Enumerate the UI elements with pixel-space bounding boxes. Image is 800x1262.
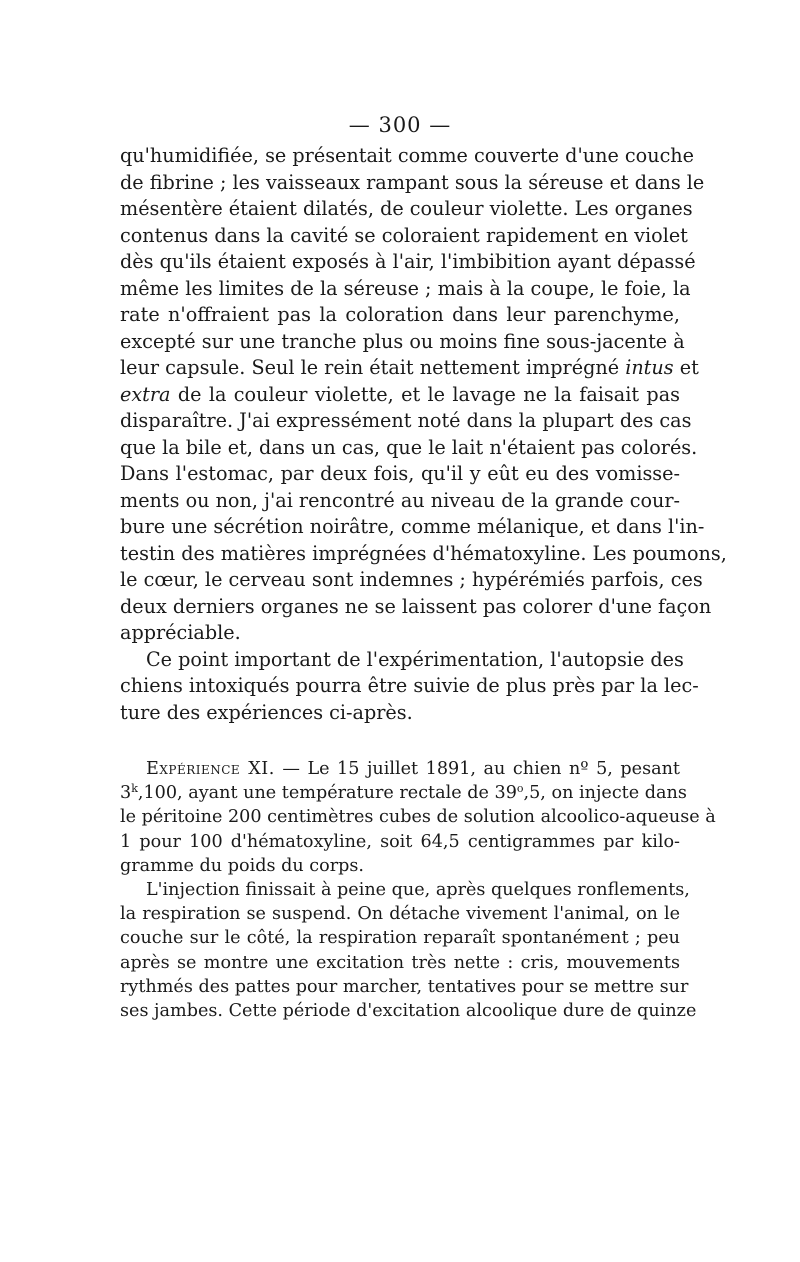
text-line: rythmés des pattes pour marcher, tentatives pour se mettre sur	[120, 976, 689, 997]
text-line: couche sur le côté, la respiration reparaît spontanément ; peu	[120, 928, 680, 949]
experiment-heading: Expérience XI.	[146, 759, 275, 779]
text-line: Dans l'estomac, par deux fois, qu'il y eût eu des vomisse-	[120, 462, 680, 485]
text-line: que la bile et, dans un cas, que le lait n'étaient pas colorés.	[120, 435, 698, 459]
main-text	[120, 143, 727, 726]
text-line: appréciable.	[120, 621, 241, 644]
text-line: de fibrine ; les vaisseaux rampant sous la séreuse et dans le	[120, 170, 705, 194]
text-line: qu'humidifiée, se présentait comme couverte d'une couche	[120, 144, 695, 167]
text-line: 3$^k$,100, ayant une température rectale de 39$^o$,5, on injecte dans	[120, 782, 687, 804]
text-line: leur capsule. Seul le rein était nettement imprégné intus et	[120, 356, 699, 379]
text-line: testin des matières imprégnées d'hématoxyline. Les poumons,	[120, 541, 727, 565]
text-line: le cœur, le cerveau sont indemnes ; hypérémiés parfois, ces	[120, 568, 703, 591]
text-line: mésentère étaient dilatés, de couleur violette. Les organes	[120, 197, 693, 220]
experiment-heading-line: Expérience XI. — Le 15 juillet 1891, au chien nº 5, pesant	[146, 759, 680, 779]
text-line: bure une sécrétion noirâtre, comme mélanique, et dans l'in-	[120, 515, 705, 538]
text-line: même les limites de la séreuse ; mais à la coupe, le foie, la	[120, 276, 691, 300]
page-number: — 300 —	[348, 113, 452, 137]
text-line: deux derniers organes ne se laissent pas colorer d'une façon	[120, 594, 712, 618]
text-line: extra de la couleur violette, et le lavage ne la faisait pas	[120, 382, 680, 406]
text-line: ture des expériences ci-après.	[120, 700, 413, 724]
text-line: ses jambes. Cette période d'excitation alcoolique dure de quinze	[120, 1000, 697, 1021]
text-line: rate n'offraient pas la coloration dans leur parenchyme,	[120, 303, 680, 326]
text-line: 1 pour 100 d'hématoxyline, soit 64,5 centigrammes par kilo-	[120, 831, 680, 852]
text-line: après se montre une excitation très nette : cris, mouvements	[120, 952, 680, 973]
text-line: chiens intoxiqués pourra être suivie de plus près par la lec-	[120, 674, 699, 697]
italic-term: intus	[625, 356, 674, 379]
text-line: disparaître. J'ai expressément noté dans la plupart des cas	[120, 409, 692, 432]
text-line: dès qu'ils étaient exposés à l'air, l'imbibition ayant dépassé	[120, 250, 696, 273]
text-line: excepté sur une tranche plus ou moins fine sous-jacente à	[120, 329, 685, 353]
text-line: le péritoine 200 centimètres cubes de solution alcoolico-aqueuse à	[120, 807, 716, 828]
text-line: ments ou non, j'ai rencontré au niveau de la grande cour-	[120, 488, 681, 512]
text-line: la respiration se suspend. On détache vivement l'animal, on le	[120, 904, 680, 925]
experiment-section	[120, 757, 716, 1023]
paragraph-start: Ce point important de l'expérimentation, l'autopsie des	[146, 647, 684, 671]
text-line: gramme du poids du corps.	[120, 855, 365, 876]
paragraph-start: L'injection finissait à peine que, après quelques ronflements,	[146, 879, 690, 900]
text-line: contenus dans la cavité se coloraient rapidement en violet	[120, 223, 688, 247]
italic-term: extra	[120, 382, 171, 406]
